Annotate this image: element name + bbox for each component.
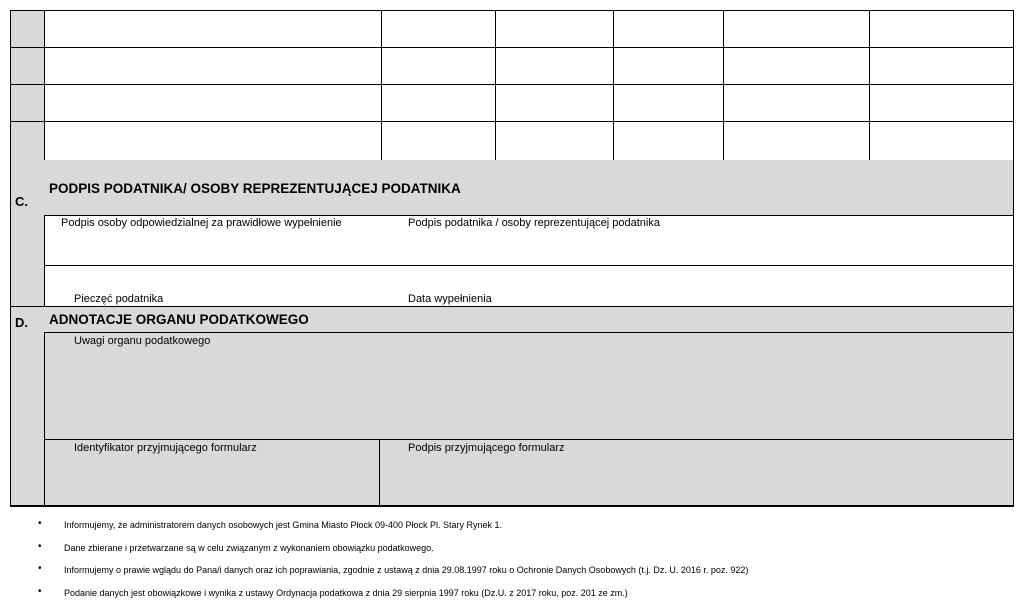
table-cell[interactable] [613, 121, 724, 161]
table-cell[interactable] [723, 121, 870, 161]
fill-date-label: Data wypełnienia [408, 293, 492, 305]
table-cell[interactable] [381, 47, 496, 85]
remarks-label: Uwagi organu podatkowego [74, 335, 211, 347]
table-cell[interactable] [44, 121, 382, 161]
receiver-signature-label: Podpis przyjmującego formularz [408, 442, 565, 454]
data-table [10, 10, 1014, 161]
table-cell[interactable] [613, 47, 724, 85]
fill-date-field[interactable] [379, 265, 1014, 306]
receiver-signature-field[interactable] [379, 439, 1014, 506]
note-item: Podanie danych jest obowiązkowe i wynika z ustawy Ordynacja podatkowa z dnia 29 sierpnia 1997 roku (Dz.U. z 2017 roku, poz. 201 ze zm.) [64, 588, 628, 598]
note-bullet: • [38, 518, 42, 529]
taxpayer-stamp-label: Pieczęć podatnika [74, 293, 164, 305]
section-c-title: PODPIS PODATNIKA/ OSOBY REPREZENTUJĄCEJ PODATNIKA [49, 181, 461, 196]
table-cell[interactable] [381, 121, 496, 161]
table-cell[interactable] [381, 10, 496, 48]
table-row-number-cell [10, 121, 45, 161]
section-d-letter: D. [15, 315, 28, 330]
table-cell[interactable] [44, 47, 382, 85]
table-cell[interactable] [869, 10, 1014, 48]
table-cell[interactable] [613, 10, 724, 48]
table-cell[interactable] [723, 84, 870, 122]
table-cell[interactable] [723, 47, 870, 85]
table-row-number-cell [10, 84, 45, 122]
taxpayer-signature-label: Podpis podatnika / osoby reprezentującej podatnika [408, 217, 660, 229]
section-d-title: ADNOTACJE ORGANU PODATKOWEGO [49, 312, 309, 327]
table-row-number-cell [10, 47, 45, 85]
receiver-id-label: Identyfikator przyjmującego formularz [74, 442, 257, 454]
note-bullet: • [38, 541, 42, 552]
section-c-letter: C. [15, 194, 28, 209]
table-cell[interactable] [495, 84, 614, 122]
note-item: Informujemy, że administratorem danych osobowych jest Gmina Miasto Płock 09-400 Płock Pl. Stary Rynek 1. [64, 520, 503, 530]
note-item: Dane zbierane i przetwarzane są w celu związanym z wykonaniem obowiązku podatkowego. [64, 543, 434, 553]
table-cell[interactable] [869, 47, 1014, 85]
taxpayer-signature-field[interactable] [379, 215, 1014, 266]
table-cell[interactable] [381, 84, 496, 122]
responsible-signature-label: Podpis osoby odpowiedzialnej za prawidłowe wypełnienie [61, 217, 342, 229]
taxpayer-stamp-field[interactable] [44, 265, 380, 306]
table-cell[interactable] [723, 10, 870, 48]
table-cell[interactable] [869, 84, 1014, 122]
note-item: Informujemy o prawie wglądu do Pana/i danych oraz ich poprawiania, zgodnie z ustawą z dnia 29.08.1997 roku o Ochronie Danych Osobowych (t.j. Dz. U. 2016 r. poz. 922) [64, 565, 749, 575]
table-row-number-cell [10, 10, 45, 48]
table-cell[interactable] [495, 47, 614, 85]
table-cell[interactable] [44, 84, 382, 122]
responsible-signature-field[interactable] [44, 215, 380, 266]
table-cell[interactable] [869, 121, 1014, 161]
note-bullet: • [38, 563, 42, 574]
note-bullet: • [38, 586, 42, 597]
table-cell[interactable] [613, 84, 724, 122]
table-cell[interactable] [495, 121, 614, 161]
table-cell[interactable] [44, 10, 382, 48]
receiver-id-field[interactable] [44, 439, 380, 506]
table-cell[interactable] [495, 10, 614, 48]
remarks-field[interactable] [44, 332, 1014, 440]
